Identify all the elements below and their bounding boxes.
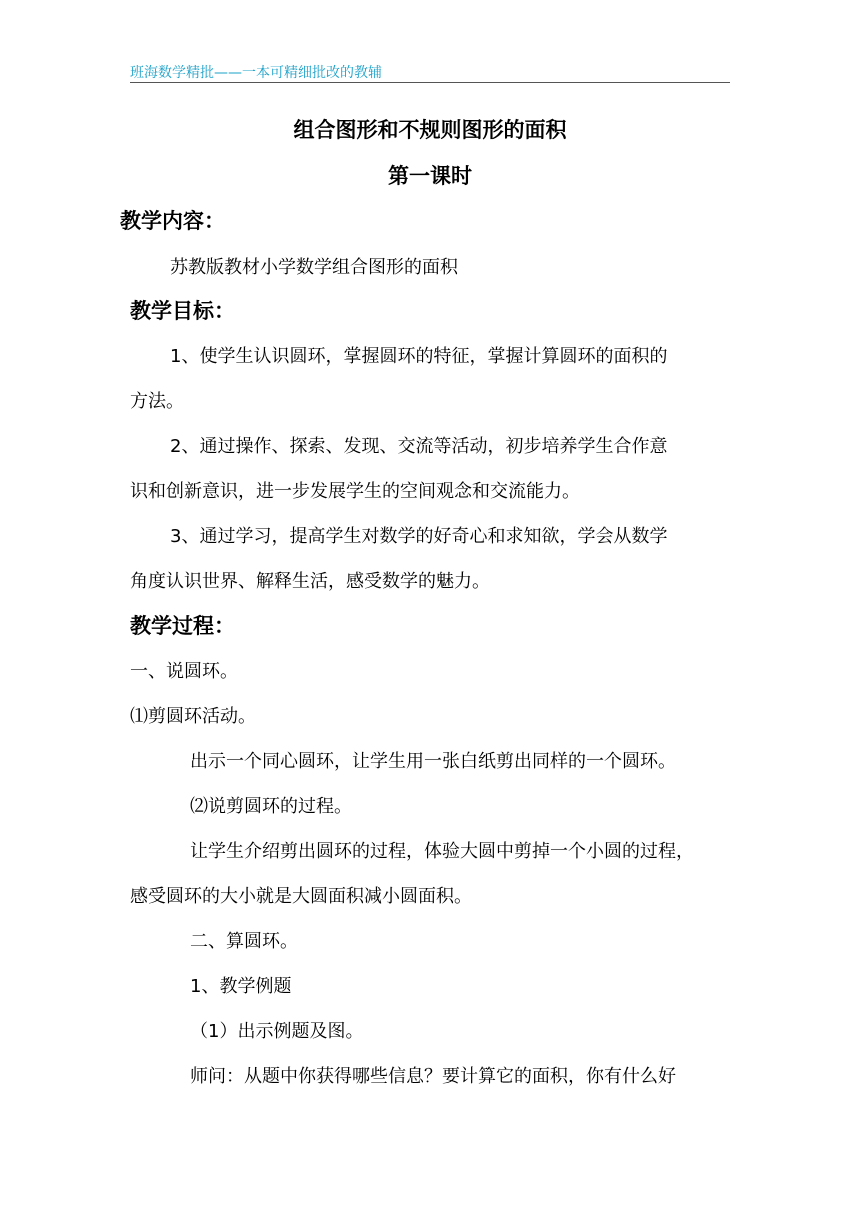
process-heading: 教学过程： [130,614,235,638]
goals-heading: 教学目标： [130,299,235,323]
section-2-1-1-title: （1）出示例题及图。 [190,1021,364,1042]
section-1-1-title: ⑴剪圆环活动。 [130,706,256,727]
page-header: 班海数学精批——一本可精细批改的教辅 [130,65,382,81]
section-1-1-text: 出示一个同心圆环，让学生用一张白纸剪出同样的一个圆环。 [190,751,676,772]
section-1-title: 一、说圆环。 [130,661,238,682]
goal-1-line-1: 1、使学生认识圆环，掌握圆环的特征，掌握计算圆环的面积的 [170,346,668,367]
goal-1-line-2: 方法。 [130,391,184,412]
goal-2-line-1: 2、通过操作、探索、发现、交流等活动，初步培养学生合作意 [170,436,668,457]
content-text: 苏教版教材小学数学组合图形的面积 [170,257,458,278]
goal-3-line-1: 3、通过学习，提高学生对数学的好奇心和求知欲，学会从数学 [170,526,668,547]
header-divider [130,82,730,83]
document-subtitle: 第一课时 [388,164,472,188]
section-1-2-title: ⑵说剪圆环的过程。 [190,796,352,817]
content-heading: 教学内容： [120,209,225,233]
section-1-2-line-1: 让学生介绍剪出圆环的过程，体验大圆中剪掉一个小圆的过程， [190,841,694,862]
section-2-question: 师问：从题中你获得哪些信息？要计算它的面积，你有什么好 [190,1066,676,1087]
section-1-2-line-2: 感受圆环的大小就是大圆面积减小圆面积。 [130,886,472,907]
document-title: 组合图形和不规则图形的面积 [293,118,567,142]
section-2-1-title: 1、教学例题 [190,976,292,997]
section-2-title: 二、算圆环。 [190,931,298,952]
goal-3-line-2: 角度认识世界、解释生活，感受数学的魅力。 [130,571,490,592]
goal-2-line-2: 识和创新意识，进一步发展学生的空间观念和交流能力。 [130,481,580,502]
